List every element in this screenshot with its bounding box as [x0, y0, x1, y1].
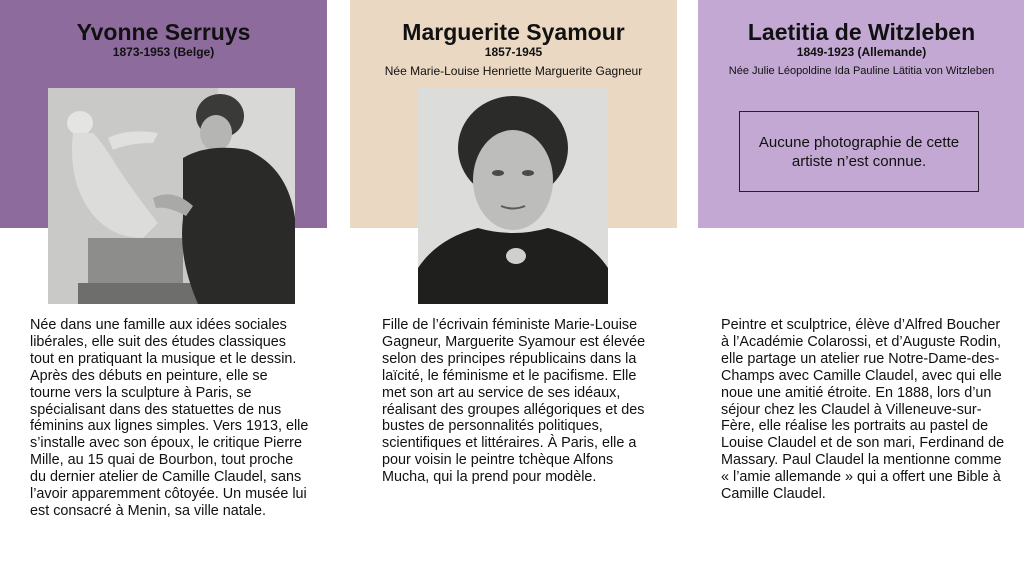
artist-dates: 1873-1953 (Belge): [112, 45, 215, 59]
artist-bio: Née dans une famille aux idées sociales libérales, elle suit des études classiques tout en pratiquant la musique et le dessin. Après des débuts en peinture, elle se tourne vers la sculpture à Paris, se spécialisant dans des statuettes de nus féminins aux lignes simples. Vers 1913, elle s’installe avec son époux, le critique Pierre Mille, au 15 quai de Bourbon, tout proche du dernier atelier de Camille Claudel, sans l’avoir apparemment côtoyée. Un musée lui est consacré à Menin, sa ville natale.: [30, 317, 309, 519]
artist-photo: [48, 88, 295, 304]
artist-name: Laetitia de Witzleben: [747, 19, 976, 45]
artist-name: Yvonne Serruys: [76, 19, 251, 45]
artist-birth-name: Née Julie Léopoldine Ida Pauline Lätitia von Witzleben: [728, 65, 995, 77]
artist-bio: Fille de l’écrivain féministe Marie-Louise Gagneur, Marguerite Syamour est élevée selon des principes républicains dans la laïcité, le féminisme et le pacifisme. Elle met son art au service de ses idéaux, réalisant des groupes allégoriques et des bustes de personnalités politiques, scientifiques et littéraires. À Paris, elle a pour voisin le peintre tchèque Alfons Mucha, qui la prend pour modèle.: [382, 317, 646, 486]
artist-dates: 1857-1945: [484, 45, 543, 59]
artist-bio: Peintre et sculptrice, élève d’Alfred Boucher à l’Académie Colarossi, et d’Auguste Rodin, elle partage un atelier rue Notre-Dame-des-Champs avec Camille Claudel, avec qui elle noue une amitié étroite. En 1888, lors d’un séjour chez les Claudel à Villeneuve-sur-Fère, elle réalise les portraits au pastel de Louise Claudel et de son mari, Ferdinand de Massary. Paul Claudel la mentionne comme « l’amie allemande » qui a offert une Bible à Camille Claudel.: [721, 317, 1005, 503]
artist-name: Marguerite Syamour: [402, 19, 625, 45]
artist-photo: [418, 88, 608, 304]
no-photo-notice: Aucune photographie de cette artiste n’est connue.: [739, 111, 979, 192]
artist-birth-name: Née Marie-Louise Henriette Marguerite Gagneur: [384, 64, 643, 78]
artist-dates: 1849-1923 (Allemande): [796, 45, 927, 59]
